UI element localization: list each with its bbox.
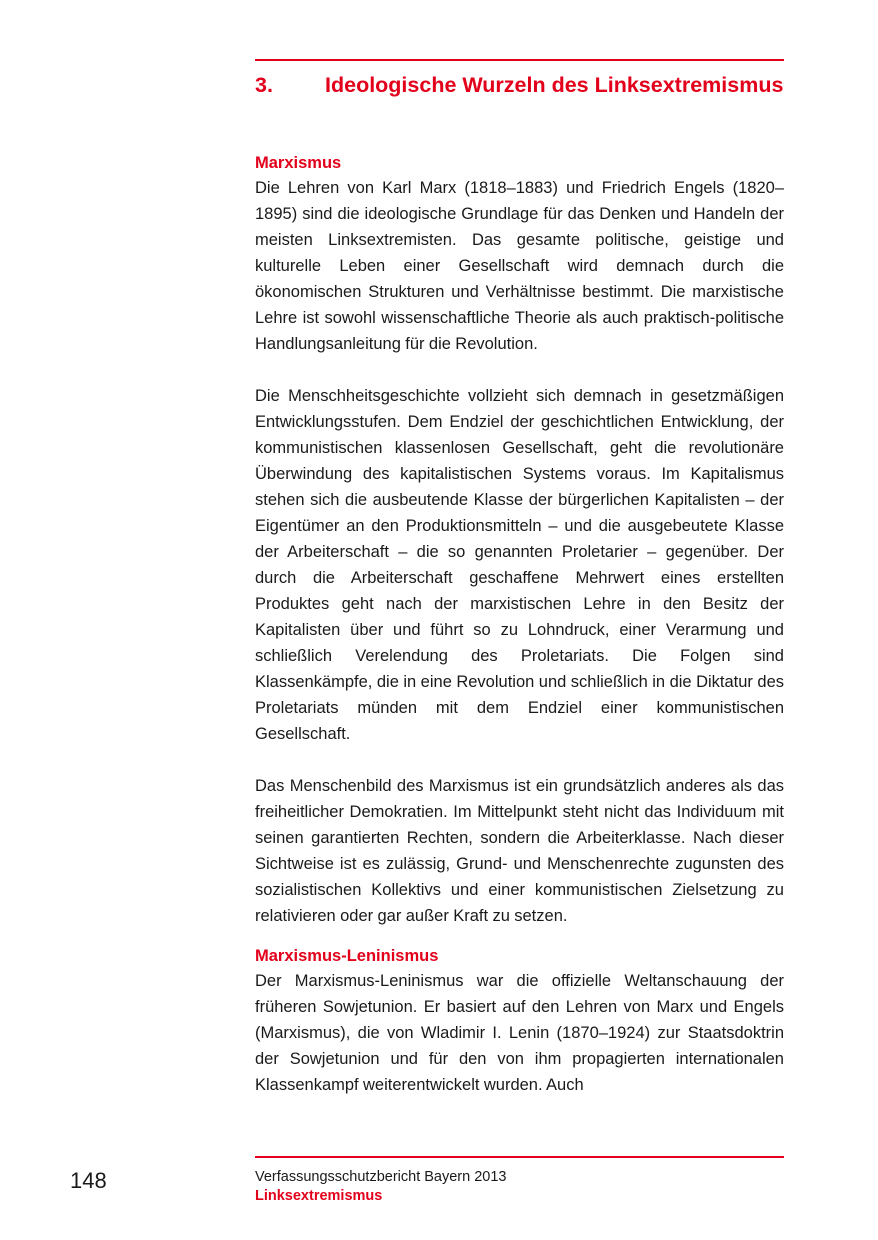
top-rule	[255, 59, 784, 61]
footer	[255, 1168, 506, 1206]
section-gap	[255, 929, 784, 945]
section-heading-marxismus: Marxismus	[255, 154, 342, 172]
chapter-number: 3.	[255, 73, 273, 97]
section-heading-marxismus-leninismus: Marxismus-Leninismus	[255, 947, 439, 965]
footer-publication: Verfassungsschutzbericht Bayern 2013	[255, 1169, 507, 1185]
paragraph-2: Die Menschheitsgeschichte vollzieht sich demnach in gesetzmäßigen Entwicklungsstufen. Dem Endziel der geschichtlichen Entwicklung, der kommunistischen klassenlosen Gesellschaft, geht die revolutionäre Überwindung des kapitalistischen Systems voraus. Im Kapitalismus stehen sich die ausbeutende Klasse der bürgerlichen Kapitalisten – der Eigentümer an den Produktionsmitteln – und die ausgebeutete Klasse der Arbeiterschaft – die so genannten Proletarier – gegenüber. Der durch die Arbeiterschaft geschaffene Mehrwert eines erstellten Produktes geht nach der marxistischen Lehre in den Besitz der Kapitalisten über und führt so zu Lohndruck, einer Verarmung und schließlich Verelendung des Proletariats. Die Folgen sind Klassenkämpfe, die in eine Revolution und schließlich in die Diktatur des Proletariats münden mit dem Endziel einer kommunistischen Gesellschaft.	[255, 387, 784, 743]
page-number: 148	[70, 1168, 107, 1193]
paragraph-3: Das Menschenbild des Marxismus ist ein grundsätzlich anderes als das freiheitlicher Demokratien. Im Mittelpunkt steht nicht das Individuum mit seinen garantierten Rechten, sondern die Arbeiterklasse. Nach dieser Sichtweise ist es zulässig, Grund- und Menschenrechte zugunsten des sozialistischen Kollektivs und einer kommunistischen Zielsetzung zu relativieren oder gar außer Kraft zu setzen.	[255, 777, 784, 925]
paragraph-1: Die Lehren von Karl Marx (1818–1883) und Friedrich Engels (1820–1895) sind die ideologische Grundlage für das Denken und Handeln der meisten Linksextremisten. Das gesamte politische, geistige und kulturelle Leben einer Gesellschaft wird demnach durch die ökonomischen Strukturen und Verhältnisse bestimmt. Die marxistische Lehre ist sowohl wissenschaftliche Theorie als auch praktisch-politische Handlungsanleitung für die Revolution.	[255, 179, 784, 353]
footer-section: Linksextremismus	[255, 1188, 383, 1204]
bottom-rule	[255, 1156, 784, 1158]
chapter-title: Ideologische Wurzeln des Linksextremismus	[325, 73, 784, 97]
paragraph-4: Der Marxismus-Leninismus war die offizielle Weltanschauung der früheren Sowjetunion. Er basiert auf den Lehren von Marx und Engels (Marxismus), die von Wladimir I. Lenin (1870–1924) zur Staatsdoktrin der Sowjetunion und für den von ihm propagierten internationalen Klassenkampf weiterentwickelt wurden. Auch	[255, 972, 784, 1094]
body-text	[255, 152, 784, 1098]
paragraph-gap	[255, 357, 784, 383]
paragraph-gap	[255, 747, 784, 773]
